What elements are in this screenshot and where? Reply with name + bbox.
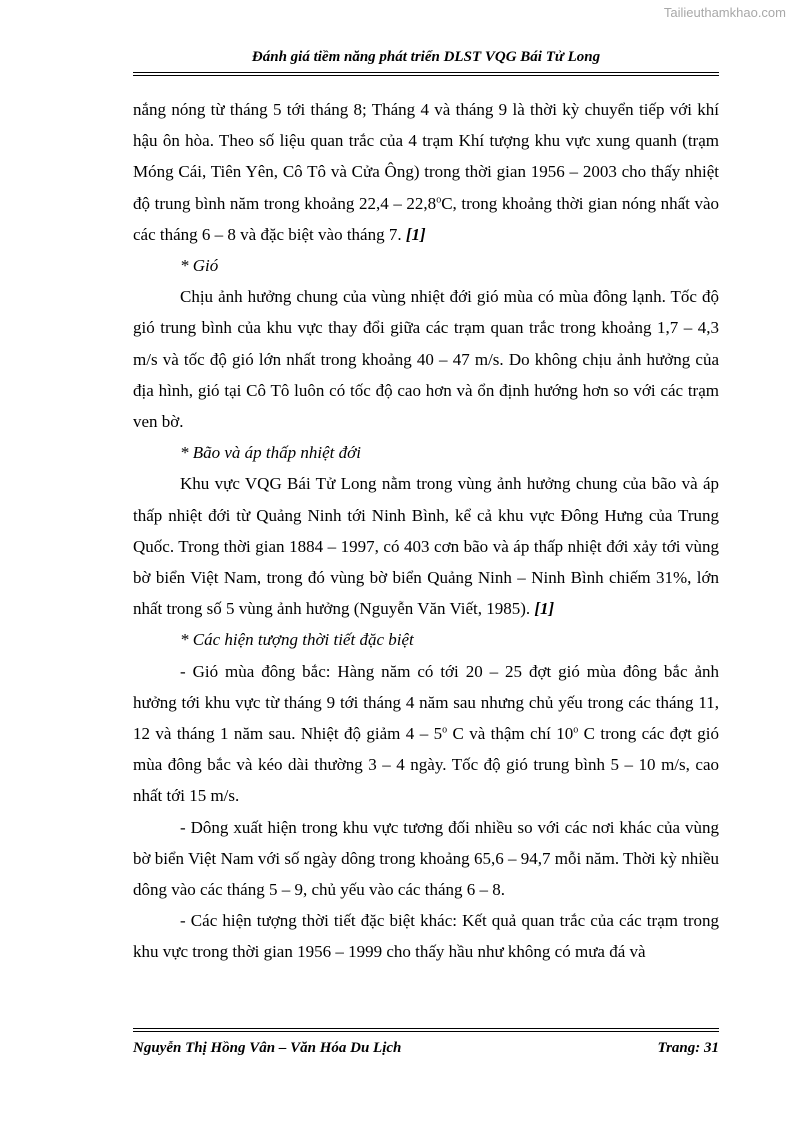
citation-ref: [1] bbox=[405, 224, 426, 244]
paragraph-storms: Khu vực VQG Bái Tử Long nằm trong vùng ảnh hưởng chung của bão và áp thấp nhiệt đới từ Quảng Ninh tới Ninh Bình, kể cả khu vực Đông Hưng của Trung Quốc. Trong thời gian 1884 – 1997, có 403 cơn bão và áp thấp nhiệt đới xảy tới vùng bờ biển Việt Nam, trong đó vùng bờ biển Quảng Ninh – Ninh Bình chiếm 31%, lớn nhất trong số 5 vùng ảnh hưởng (Nguyễn Văn Viết, 1985). [1] bbox=[133, 474, 719, 619]
paragraph-thunderstorms: - Dông xuất hiện trong khu vực tương đối nhiều so với các nơi khác của vùng bờ biển Việt Nam với số ngày dông trong khoảng 65,6 – 94,7 mỗi năm. Thời kỳ nhiều dông vào các tháng 5 – 9, chủ yếu vào các tháng 6 – 8. bbox=[133, 817, 719, 900]
paragraph-temperature: nắng nóng từ tháng 5 tới tháng 8; Tháng 4 và tháng 9 là thời kỳ chuyển tiếp với khí hậu ôn hòa. Theo số liệu quan trắc của 4 trạm Khí tượng khu vực xung quanh (trạm Móng Cái, Tiên Yên, Cô Tô và Cửa Ông) trong thời gian 1956 – 2003 cho thấy nhiệt độ trung bình năm trong khoảng 22,4 – 22,8$^o$C, trong khoảng thời gian nóng nhất vào các tháng 6 – 8 và đặc biệt vào tháng 7. [1] bbox=[133, 100, 719, 244]
header-divider bbox=[133, 72, 719, 76]
paragraph-monsoon: - Gió mùa đông bắc: Hàng năm có tới 20 – 25 đợt gió mùa đông bắc ảnh hưởng tới khu vực từ tháng 9 tới tháng 4 năm sau nhưng chủ yếu trong các tháng 11, 12 và tháng 1 năm sau. Nhiệt độ giảm 4 – 5$^o$ C và thậm chí 10$^o$ C trong các đợt gió mùa đông bắc và kéo dài thường 3 – 4 ngày. Tốc độ gió trung bình 5 – 10 m/s, cao nhất tới 15 m/s. bbox=[133, 661, 719, 806]
heading-special-weather: * Các hiện tượng thời tiết đặc biệt bbox=[180, 630, 414, 650]
heading-storms: * Bão và áp thấp nhiệt đới bbox=[180, 443, 361, 463]
page-number: Trang: 31 bbox=[657, 1040, 719, 1056]
page-header-title: Đánh giá tiềm năng phát triển DLST VQG Bái Tử Long bbox=[251, 49, 601, 65]
citation-ref: [1] bbox=[534, 599, 555, 619]
page-footer bbox=[133, 1040, 719, 1057]
footer-author: Nguyễn Thị Hồng Vân – Văn Hóa Du Lịch bbox=[133, 1040, 402, 1056]
document-body bbox=[133, 94, 719, 968]
heading-gio: * Gió bbox=[180, 256, 219, 276]
paragraph-other-phenomena: - Các hiện tượng thời tiết đặc biệt khác: Kết quả quan trắc của các trạm trong khu vực trong thời gian 1956 – 1999 cho thấy hầu như không có mưa đá và bbox=[133, 911, 719, 962]
footer-divider bbox=[133, 1028, 719, 1032]
paragraph-wind: Chịu ảnh hưởng chung của vùng nhiệt đới gió mùa có mùa đông lạnh. Tốc độ gió trung bình của khu vực thay đổi giữa các trạm quan trắc trong khoảng 1,7 – 4,3 m/s và tốc độ gió lớn nhất trong khoảng 40 – 47 m/s. Do không chịu ảnh hưởng của địa hình, gió tại Cô Tô luôn có tốc độ cao hơn và ổn định hướng hơn so với các trạm ven bờ. bbox=[133, 287, 719, 432]
watermark: Tailieuthamkhao.com bbox=[663, 5, 786, 20]
